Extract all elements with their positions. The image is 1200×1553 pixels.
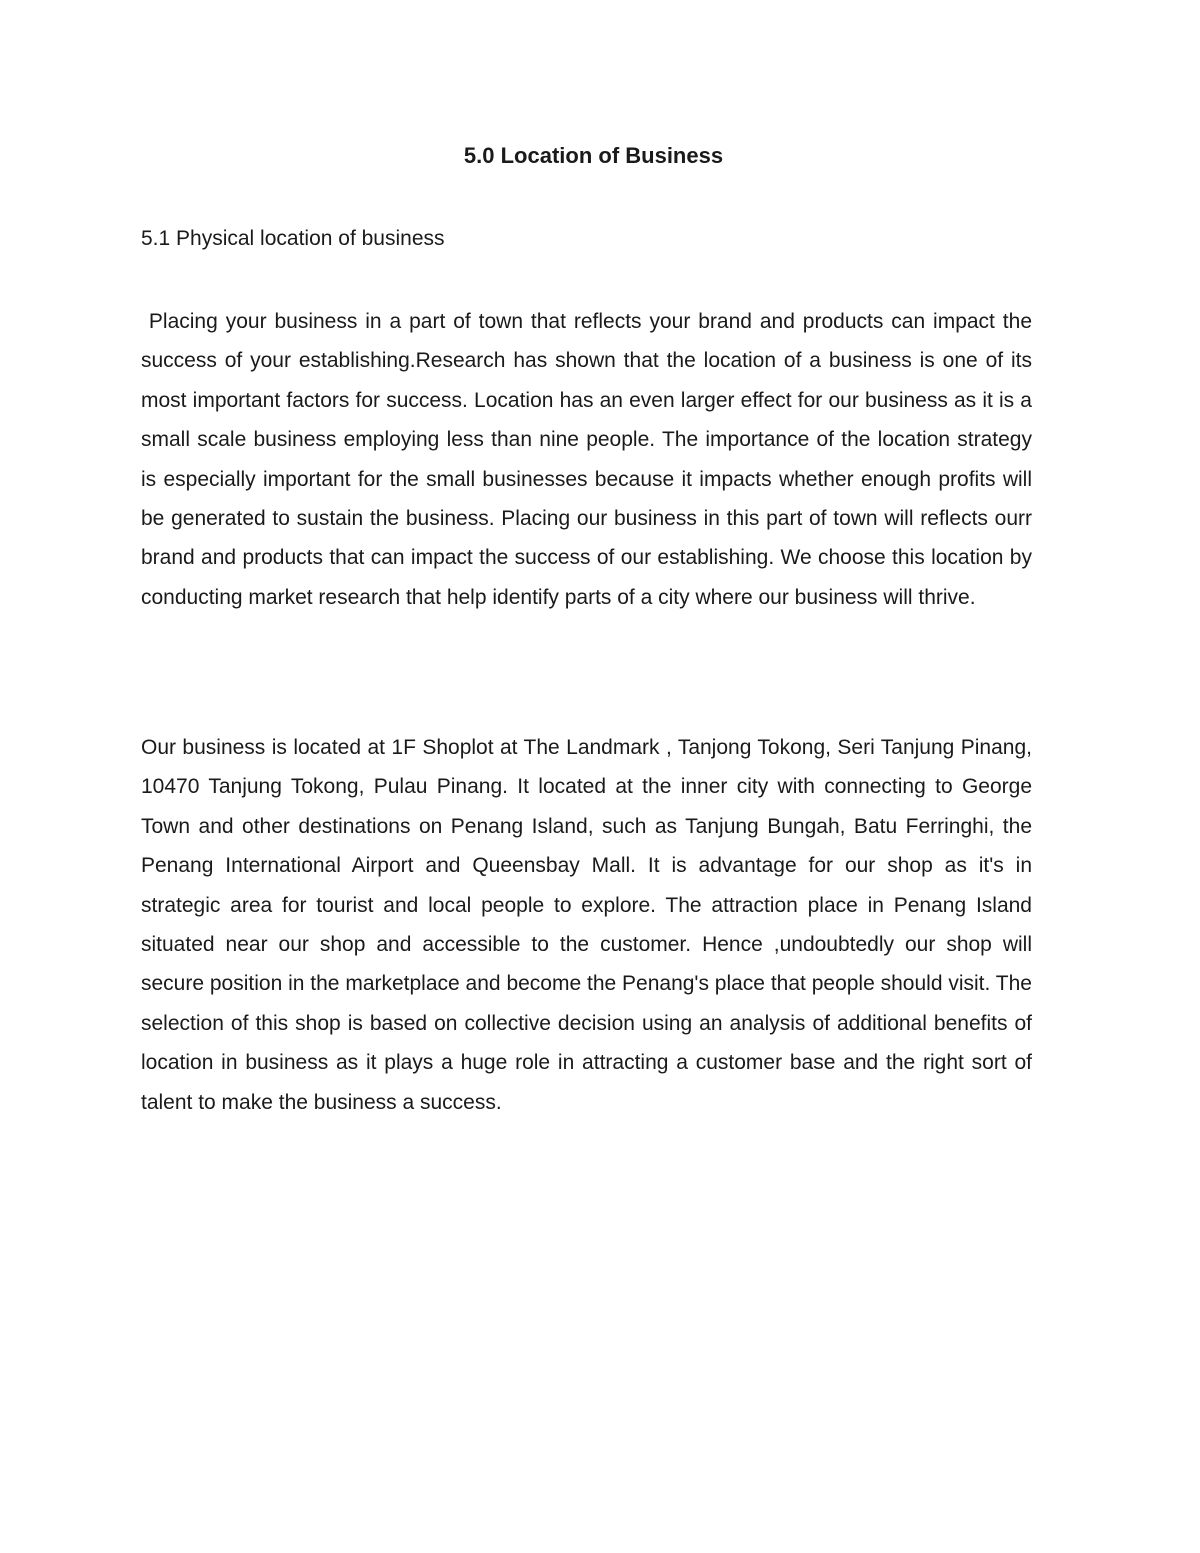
document-title: 5.0 Location of Business [463,143,724,168]
section-heading: 5.1 Physical location of business [141,227,445,250]
body-paragraph-2: Our business is located at 1F Shoplot at The Landmark , Tanjong Tokong, Seri Tanjung Pinang, 10470 Tanjung Tokong, Pulau Pinang. It located at the inner city with connecting to George Town and other destinations on Penang Island, such as Tanjung Bungah, Batu Ferringhi, the Penang International Airport and Queensbay Mall. It is advantage for our shop as it's in strategic area for tourist and local people to explore. The attraction place in Penang Island situated near our shop and accessible to the customer. Hence ,undoubtedly our shop will secure position in the marketplace and become the Penang's place that people should visit. The selection of this shop is based on collective decision using an analysis of additional benefits of location in business as it plays a huge role in attracting a customer base and the right sort of talent to make the business a success. [141,736,1032,1114]
body-paragraph-1: Placing your business in a part of town that reflects your brand and products can impact the success of your establishing.Research has shown that the location of a business is one of its most important factors for success. Location has an even larger effect for our business as it is a small scale business employing less than nine people. The importance of the location strategy is especially important for the small businesses because it impacts whether enough profits will be generated to sustain the business. Placing our business in this part of town will reflects ourr brand and products that can impact the success of our establishing. We choose this location by conducting market research that help identify parts of a city where our business will thrive. [141,310,1032,609]
